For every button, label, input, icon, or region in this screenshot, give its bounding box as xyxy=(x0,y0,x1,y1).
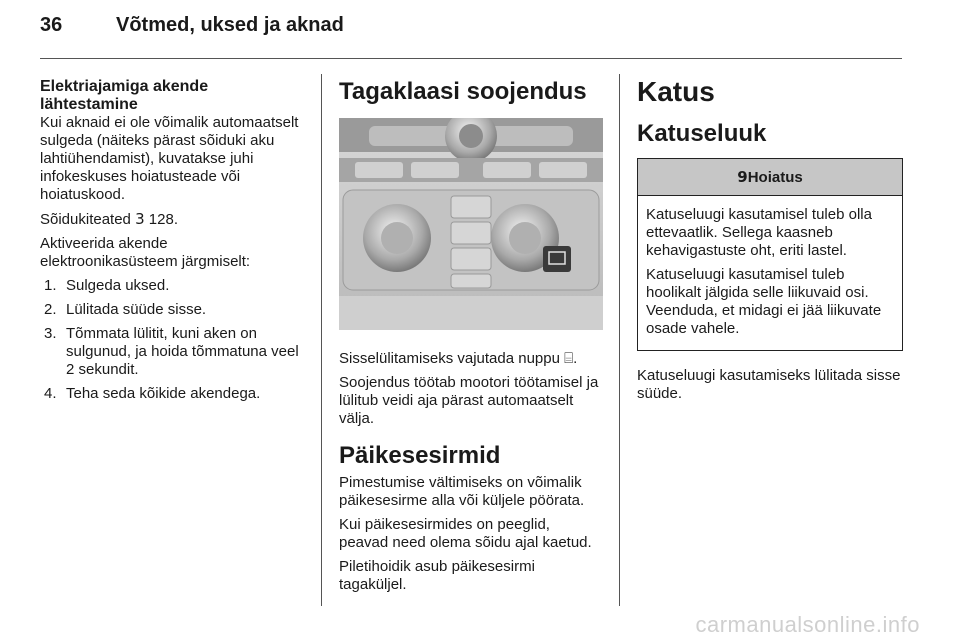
watermark: carmanualsonline.info xyxy=(695,612,920,637)
paragraph: Sisselülitamiseks vajutada nuppu ⌸. xyxy=(339,350,578,367)
list-item: 4. Teha seda kõikide akendega. xyxy=(44,385,261,402)
list-item: 1. Sulgeda uksed. xyxy=(44,277,170,294)
warning-body xyxy=(638,196,902,350)
warning-paragraph: Katuseluugi kasutamisel tuleb hoolikalt jälgida selle liikuvaid osi. Veenduda, et midagi ei jää liikuvate osade vahele. xyxy=(646,266,882,337)
climate-control-panel-photo xyxy=(339,118,603,330)
subsection-heading-sunroof: Katuseluuk xyxy=(637,120,767,147)
paragraph: Kui aknaid ei ole võimalik automaatselt sulgeda (näiteks pärast sõiduki aku lahtiühendamist), kuvatakse juhi infokeskuses hoiatusteade või hoiatuskood. xyxy=(40,114,299,203)
climate-panel-illustration xyxy=(339,118,603,330)
paragraph: Aktiveerida akende elektroonikasüsteem järgmiselt: xyxy=(40,235,251,270)
list-item: 2. Lülitada süüde sisse. xyxy=(44,301,207,318)
column-2 xyxy=(339,74,603,600)
warning-paragraph: Katuseluugi kasutamisel tuleb olla ettevaatlik. Sellega kaasneb kehavigastuste oht, eriti lastel. xyxy=(646,206,872,259)
warning-box xyxy=(637,158,903,351)
page-ref-icon: 3 xyxy=(135,210,145,228)
section-heading-sun-visors: Päikesesirmid xyxy=(339,442,501,469)
paragraph: Kui päikesesirmides on peeglid, peavad need olema sõidu ajal kaetud. xyxy=(339,516,592,551)
warning-header xyxy=(638,159,902,196)
paragraph: Katuseluugi kasutamiseks lülitada sisse süüde. xyxy=(637,367,901,402)
section-heading-rear-window-heating: Tagaklaasi soojendus xyxy=(339,78,587,105)
steps-list xyxy=(40,277,308,403)
header-rule xyxy=(40,58,902,59)
section-heading-roof: Katus xyxy=(637,76,715,107)
warning-label: Hoiatus xyxy=(747,169,803,186)
column-1 xyxy=(40,74,308,409)
page-number: 36 xyxy=(40,14,63,36)
cross-reference: Sõidukiteated 3 128. xyxy=(40,210,178,228)
column-divider-1 xyxy=(321,74,322,606)
column-3 xyxy=(637,74,903,409)
section-heading-window-reset: Elektriajamiga akende lähtestamine xyxy=(40,78,209,113)
list-item: 3. Tõmmata lülitit, kuni aken on sulgunud, ja hoida tõmmatuna veel 2 sekundit. xyxy=(44,325,299,378)
paragraph: Soojendus töötab mootori töötamisel ja lülitub veidi aja pärast automaatselt välja. xyxy=(339,374,599,427)
chapter-title: Võtmed, uksed ja aknad xyxy=(116,14,344,36)
warning-icon: 9 xyxy=(737,168,748,186)
page-header xyxy=(40,14,344,37)
paragraph: Pimestumise vältimiseks on võimalik päikesesirme alla või küljele pöörata. xyxy=(339,474,585,509)
column-divider-2 xyxy=(619,74,620,606)
paragraph: Piletihoidik asub päikesesirmi tagaküljel. xyxy=(339,558,535,593)
